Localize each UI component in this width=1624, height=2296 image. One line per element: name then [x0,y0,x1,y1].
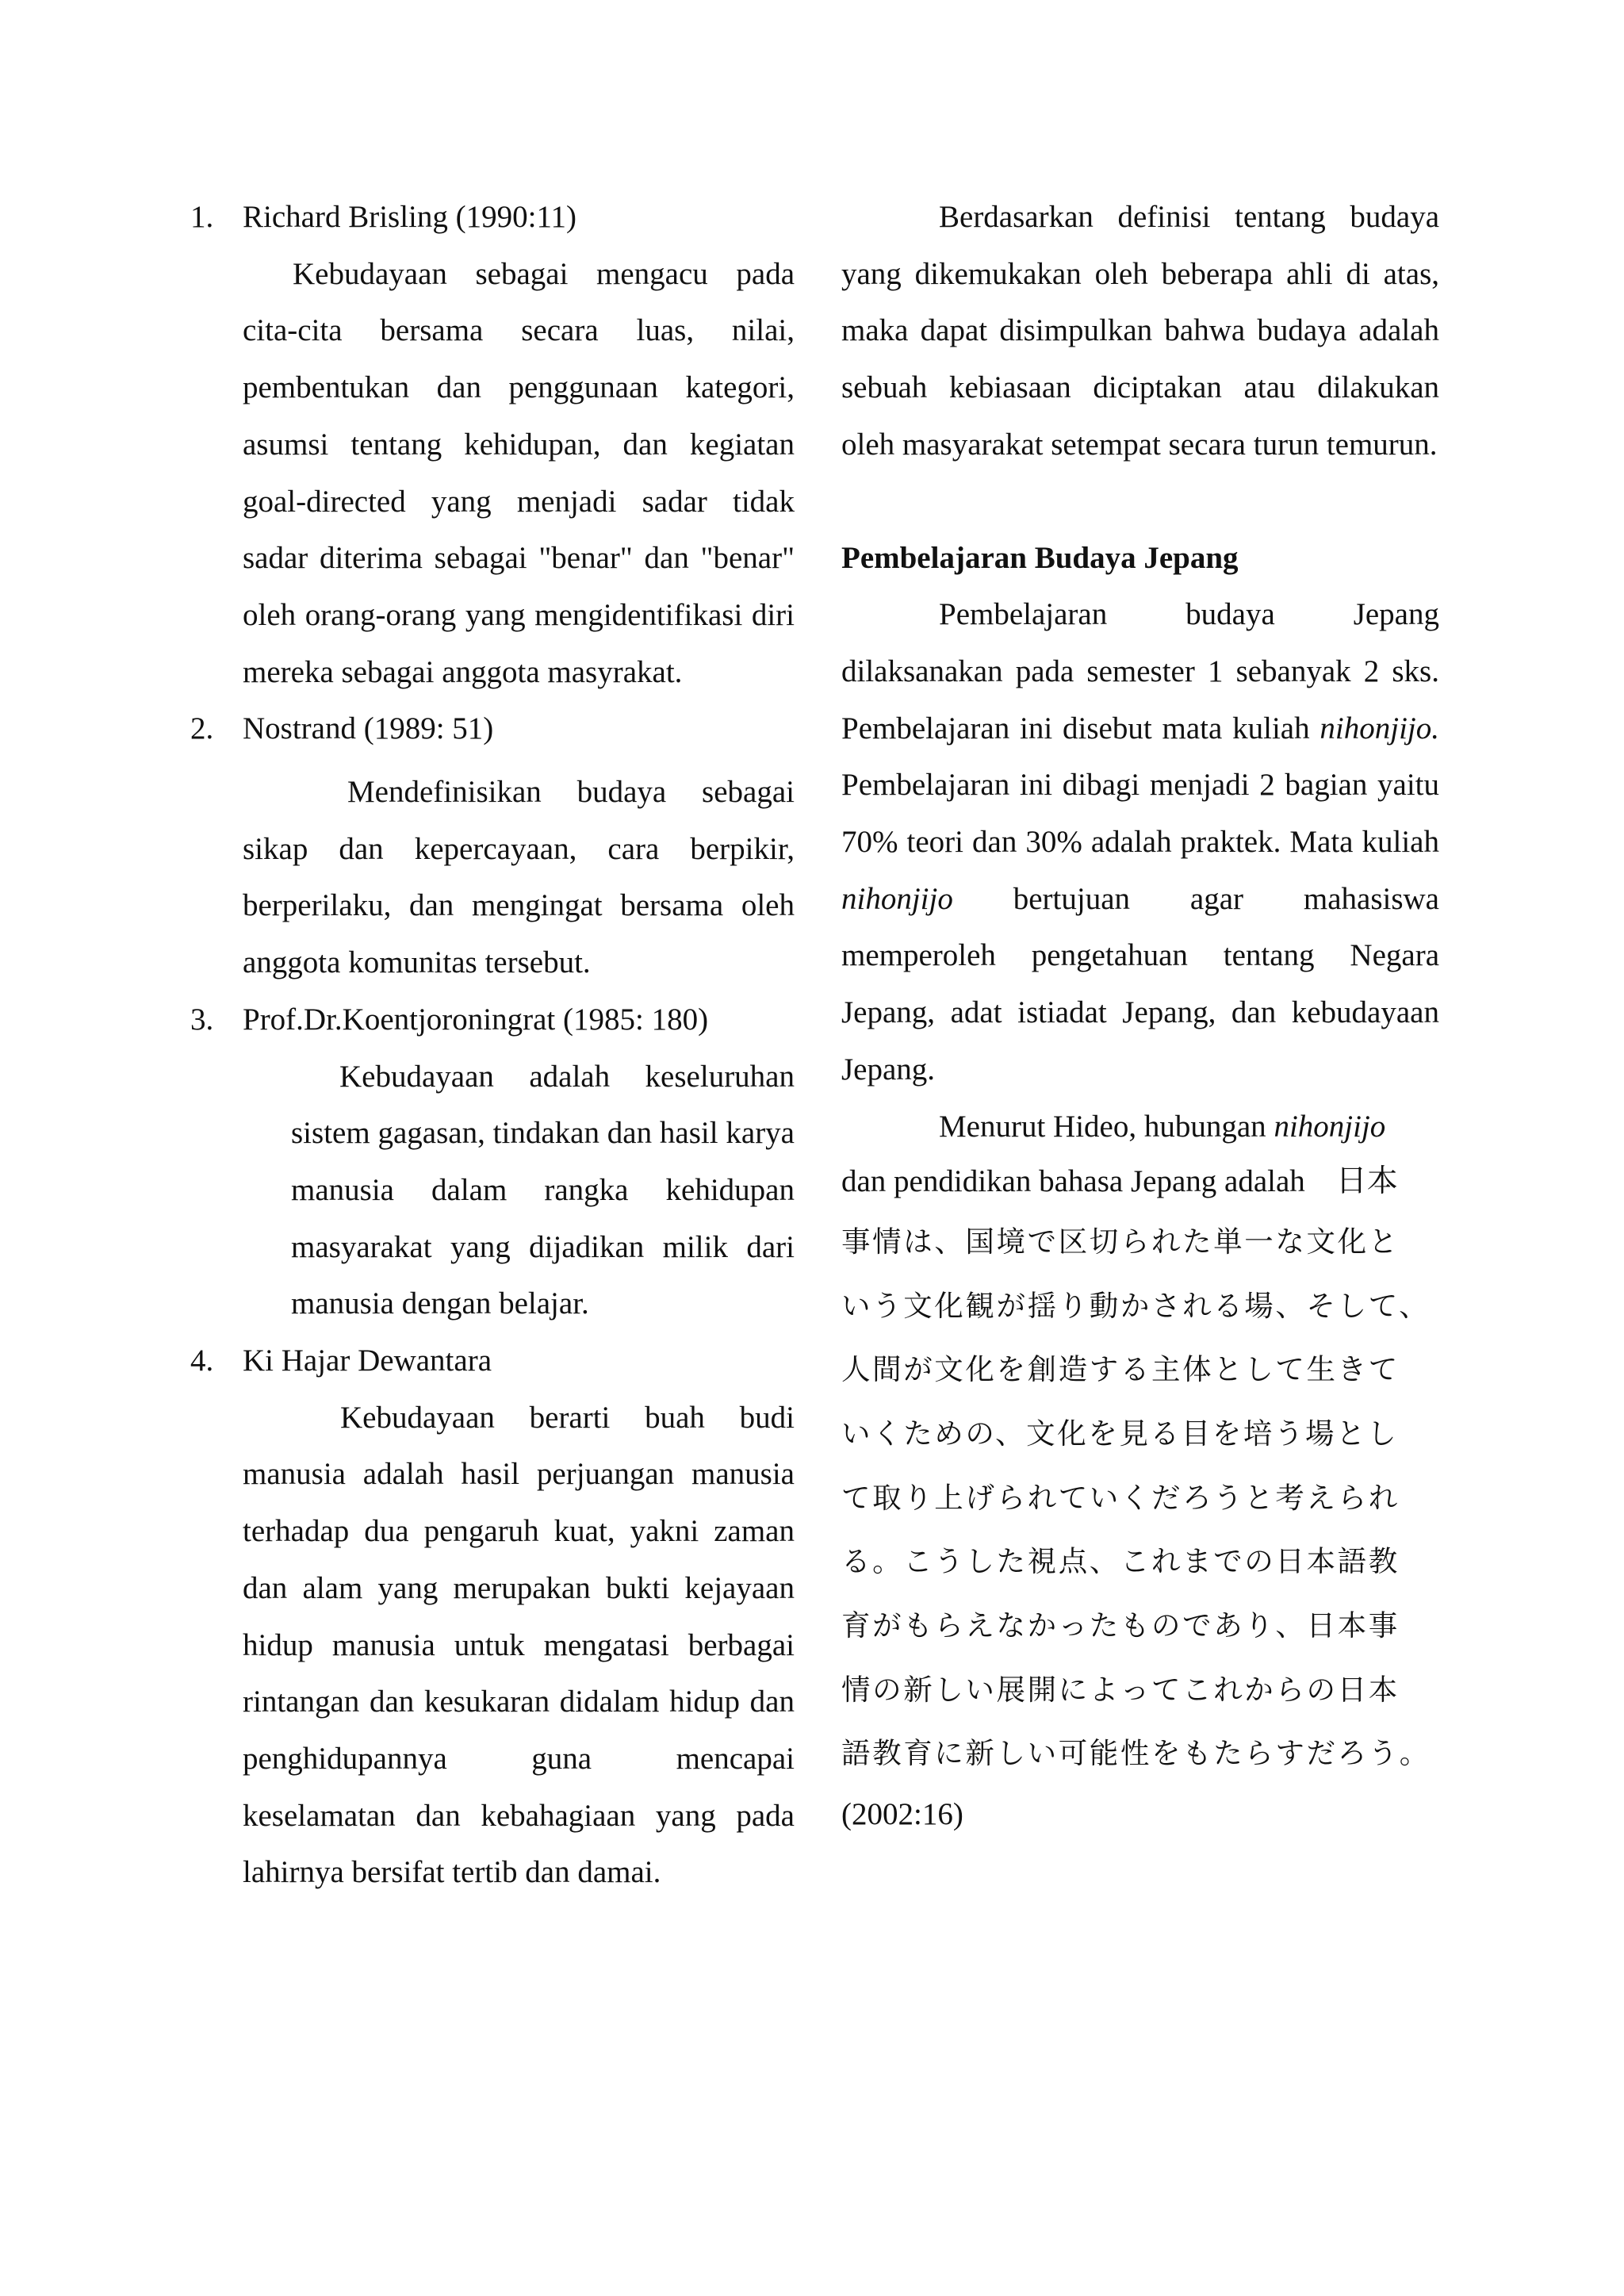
list-item-2-body: Mendefinisikan budaya sebagai sikap dan kepercayaan, cara berpikir, berperilaku, dan mengingat bersama oleh anggota komunitas tersebut. [243,775,795,980]
conclusion-paragraph: Berdasarkan definisi tentang budaya yang dikemukakan oleh beberapa ahli di atas, maka dapat disimpulkan bahwa budaya adalah sebuah kebiasaan diciptakan atau dilakukan oleh masyarakat setempat secara turun temurun. [841,200,1439,462]
section-title: Pembelajaran Budaya Jepang [841,540,1239,575]
left-column [190,189,795,1901]
list-item-title: Ki Hajar Dewantara [243,1343,492,1378]
list-item-title: Richard Brisling (1990:11) [243,200,577,234]
japanese-quote [841,1210,1439,1786]
japanese-line: 事情は、国境で区切られた単一な文化と [841,1224,1400,1259]
paragraph-text: Pembelajaran budaya Jepang dilaksanakan pada semester 1 sebanyak 2 sks. Pembelajaran ini disebut mata kuliah [841,597,1439,746]
list-item-4-body: Kebudayaan berarti buah budi manusia adalah hasil perjuangan manusia terhadap dua pengaruh kuat, yakni zaman dan alam yang merupakan bukti kejayaan hidup manusia untuk mengatasi berbagai rintangan dan kesukaran didalam hidup dan penghidupannya guna mencapai keselamatan dan kebahagiaan yang pada lahirnya bersifat tertib dan damai. [243,1400,795,1890]
japanese-line: 情の新しい展開によってこれからの日本 [841,1672,1400,1707]
list-number: 1. [190,200,214,234]
list-item-title: Nostrand (1989: 51) [243,711,494,746]
japanese-line: る。こうした視点、これまでの日本語教 [841,1544,1400,1579]
term-nihonjijo: nihonjijo. [1320,711,1439,746]
citation: (2002:16) [841,1797,963,1832]
japanese-line: いう文化観が揺り動かされる場、そして、 [841,1288,1431,1323]
learning-paragraph [841,586,1439,1098]
japanese-line: 人間が文化を創造する主体として生きて [841,1352,1400,1387]
list-number: 3. [190,1002,214,1037]
list-item-1-body: Kebudayaan sebagai mengacu pada cita-cita bersama secara luas, nilai, pembentukan dan penggunaan kategori, asumsi tentang kehidupan, dan kegiatan goal-directed yang menjadi sadar tidak sadar diterima sebagai "benar" dan "benar" oleh orang-orang yang mengidentifikasi diri mereka sebagai anggota masyrakat. [243,256,795,689]
japanese-line: いくための、文化を見る目を培う場とし [841,1416,1399,1451]
hideo-quote-line-2: dan pendidikan bahasa Jepang adalah 日本 [841,1164,1398,1199]
list-item-2-heading [190,700,795,757]
list-item-1-heading [190,189,795,246]
japanese-line: 育がもらえなかったものであり、日本事 [841,1608,1400,1643]
paragraph-text: Menurut Hideo, hubungan [939,1109,1274,1144]
list-number: 4. [190,1343,214,1378]
list-item-title: Prof.Dr.Koentjoroningrat (1985: 180) [243,1002,709,1037]
paragraph-text: bertujuan agar mahasiswa memperoleh pengetahuan tentang Negara Jepang, adat istiadat Jepang, dan kebudayaan Jepang. [841,881,1439,1087]
term-nihonjijo: nihonjijo [1274,1109,1386,1144]
list-item-3-body: Kebudayaan adalah keseluruhan sistem gagasan, tindakan dan hasil karya manusia dalam rangka kehidupan masyarakat yang dijadikan milik dari manusia dengan belajar. [291,1059,795,1321]
japanese-line: 語教育に新しい可能性をもたらすだろう。 [841,1736,1431,1771]
list-item-4-heading [190,1332,795,1389]
hideo-quote-intro [841,1098,1439,1156]
right-column [841,189,1439,1843]
japanese-line: て取り上げられていくだろうと考えられ [841,1480,1400,1515]
paragraph-text: Pembelajaran ini dibagi menjadi 2 bagian yaitu 70% teori dan 30% adalah praktek. Mata kuliah [841,768,1439,860]
term-nihonjijo: nihonjijo [841,881,953,916]
list-item-3-heading [190,991,795,1048]
list-number: 2. [190,711,214,746]
